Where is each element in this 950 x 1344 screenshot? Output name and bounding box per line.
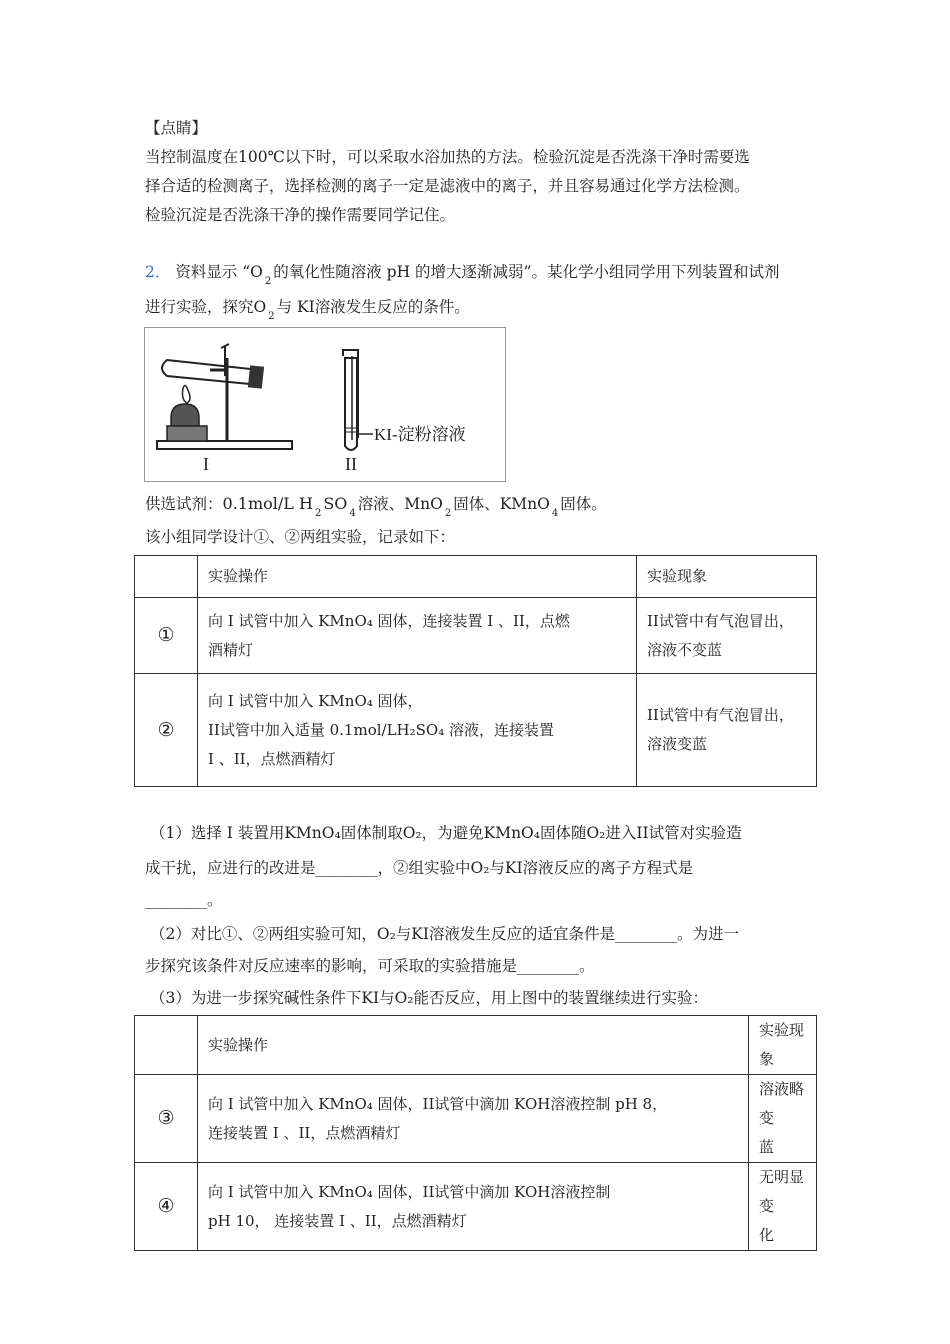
design-line: 该小组同学设计①、②两组实验，记录如下： [145,528,456,546]
row-number: ① [135,598,198,674]
table-row [135,598,817,674]
table-row [135,1163,817,1251]
table-header-cell: 实验操作 [198,556,637,598]
table-header-cell: 实验现象 [637,556,817,598]
observation-cell: II试管中有气泡冒出， 溶液不变蓝 [637,598,817,674]
observation-cell: 溶液略变 蓝 [749,1075,817,1163]
table-header-cell [135,1016,198,1075]
question-line-2: 进行实验，探究$O_2$与 KI溶液发生反应的条件。 [145,298,470,322]
reagents-line: 供选试剂：0.1mol/L $H_2SO_4$溶液、MnO$_2$固体、KMnO$_4$固体。 [145,494,607,519]
sub-question-line: （2）对比①、②两组实验可知，O₂与KI溶液发生反应的适宜条件是________。为进一 [150,925,739,943]
label-I: I [203,454,209,474]
question-number: 2． [145,263,171,281]
operation-cell: 向 I 试管中加入 KMnO₄ 固体，II试管中滴加 KOH溶液控制 pH 10， 连接装置 I 、II，点燃酒精灯 [198,1163,749,1251]
sub-question-line: ________。 [145,891,223,909]
solution-label: KI-淀粉溶液 [374,425,466,444]
sub-question-line: 成干扰，应进行的改进是________，②组实验中O₂与KI溶液反应的离子方程式是 [145,859,694,877]
label-II: II [345,454,357,474]
apparatus-drawing [145,328,505,481]
paragraph-line: 择合适的检测离子，选择检测的离子一定是滤液中的离子，并且容易通过化学方法检测。 [145,177,750,195]
row-number: ③ [135,1075,198,1163]
table-header-cell: 实验现象 [749,1016,817,1075]
paragraph-line: 检验沉淀是否洗涤干净的操作需要同学记住。 [145,206,456,224]
question-line-1: 2． 资料显示 “$O_2$的氧化性随溶液 pH 的增大逐渐减弱”。某化学小组同学用下列装置和试剂 [145,263,780,287]
operation-cell: 向 I 试管中加入 KMnO₄ 固体，II试管中滴加 KOH溶液控制 pH 8， 连接装置 I 、II，点燃酒精灯 [198,1075,749,1163]
row-number: ② [135,674,198,787]
row-number: ④ [135,1163,198,1251]
sub-question-line: （3）为进一步探究碱性条件下KI与O₂能否反应，用上图中的装置继续进行实验： [150,989,708,1007]
operation-cell: 向 I 试管中加入 KMnO₄ 固体，连接装置 I 、II，点燃 酒精灯 [198,598,637,674]
table-header-row [135,556,817,598]
operation-cell: 向 I 试管中加入 KMnO₄ 固体， II试管中加入适量 0.1mol/LH₂SO₄ 溶液，连接装置 I 、II，点燃酒精灯 [198,674,637,787]
sub-question-line: （1）选择 I 装置用KMnO₄固体制取O₂，为避免KMnO₄固体随O₂进入II试管对实验造 [150,824,742,842]
table-row [135,1075,817,1163]
experiment-table-1 [134,555,817,787]
table-header-cell [135,556,198,598]
table-row [135,674,817,787]
sub-question-line: 步探究该条件对反应速率的影响，可采取的实验措施是________。 [145,957,595,975]
table-header-cell: 实验操作 [198,1016,749,1075]
table-header-row [135,1016,817,1075]
paragraph-line: 当控制温度在100℃以下时，可以采取水浴加热的方法。检验沉淀是否洗涤干净时需要选 [145,148,750,166]
observation-cell: 无明显变 化 [749,1163,817,1251]
apparatus-figure [144,327,506,482]
section-label: 【点睛】 [145,119,208,137]
observation-cell: II试管中有气泡冒出， 溶液变蓝 [637,674,817,787]
experiment-table-2 [134,1015,817,1251]
